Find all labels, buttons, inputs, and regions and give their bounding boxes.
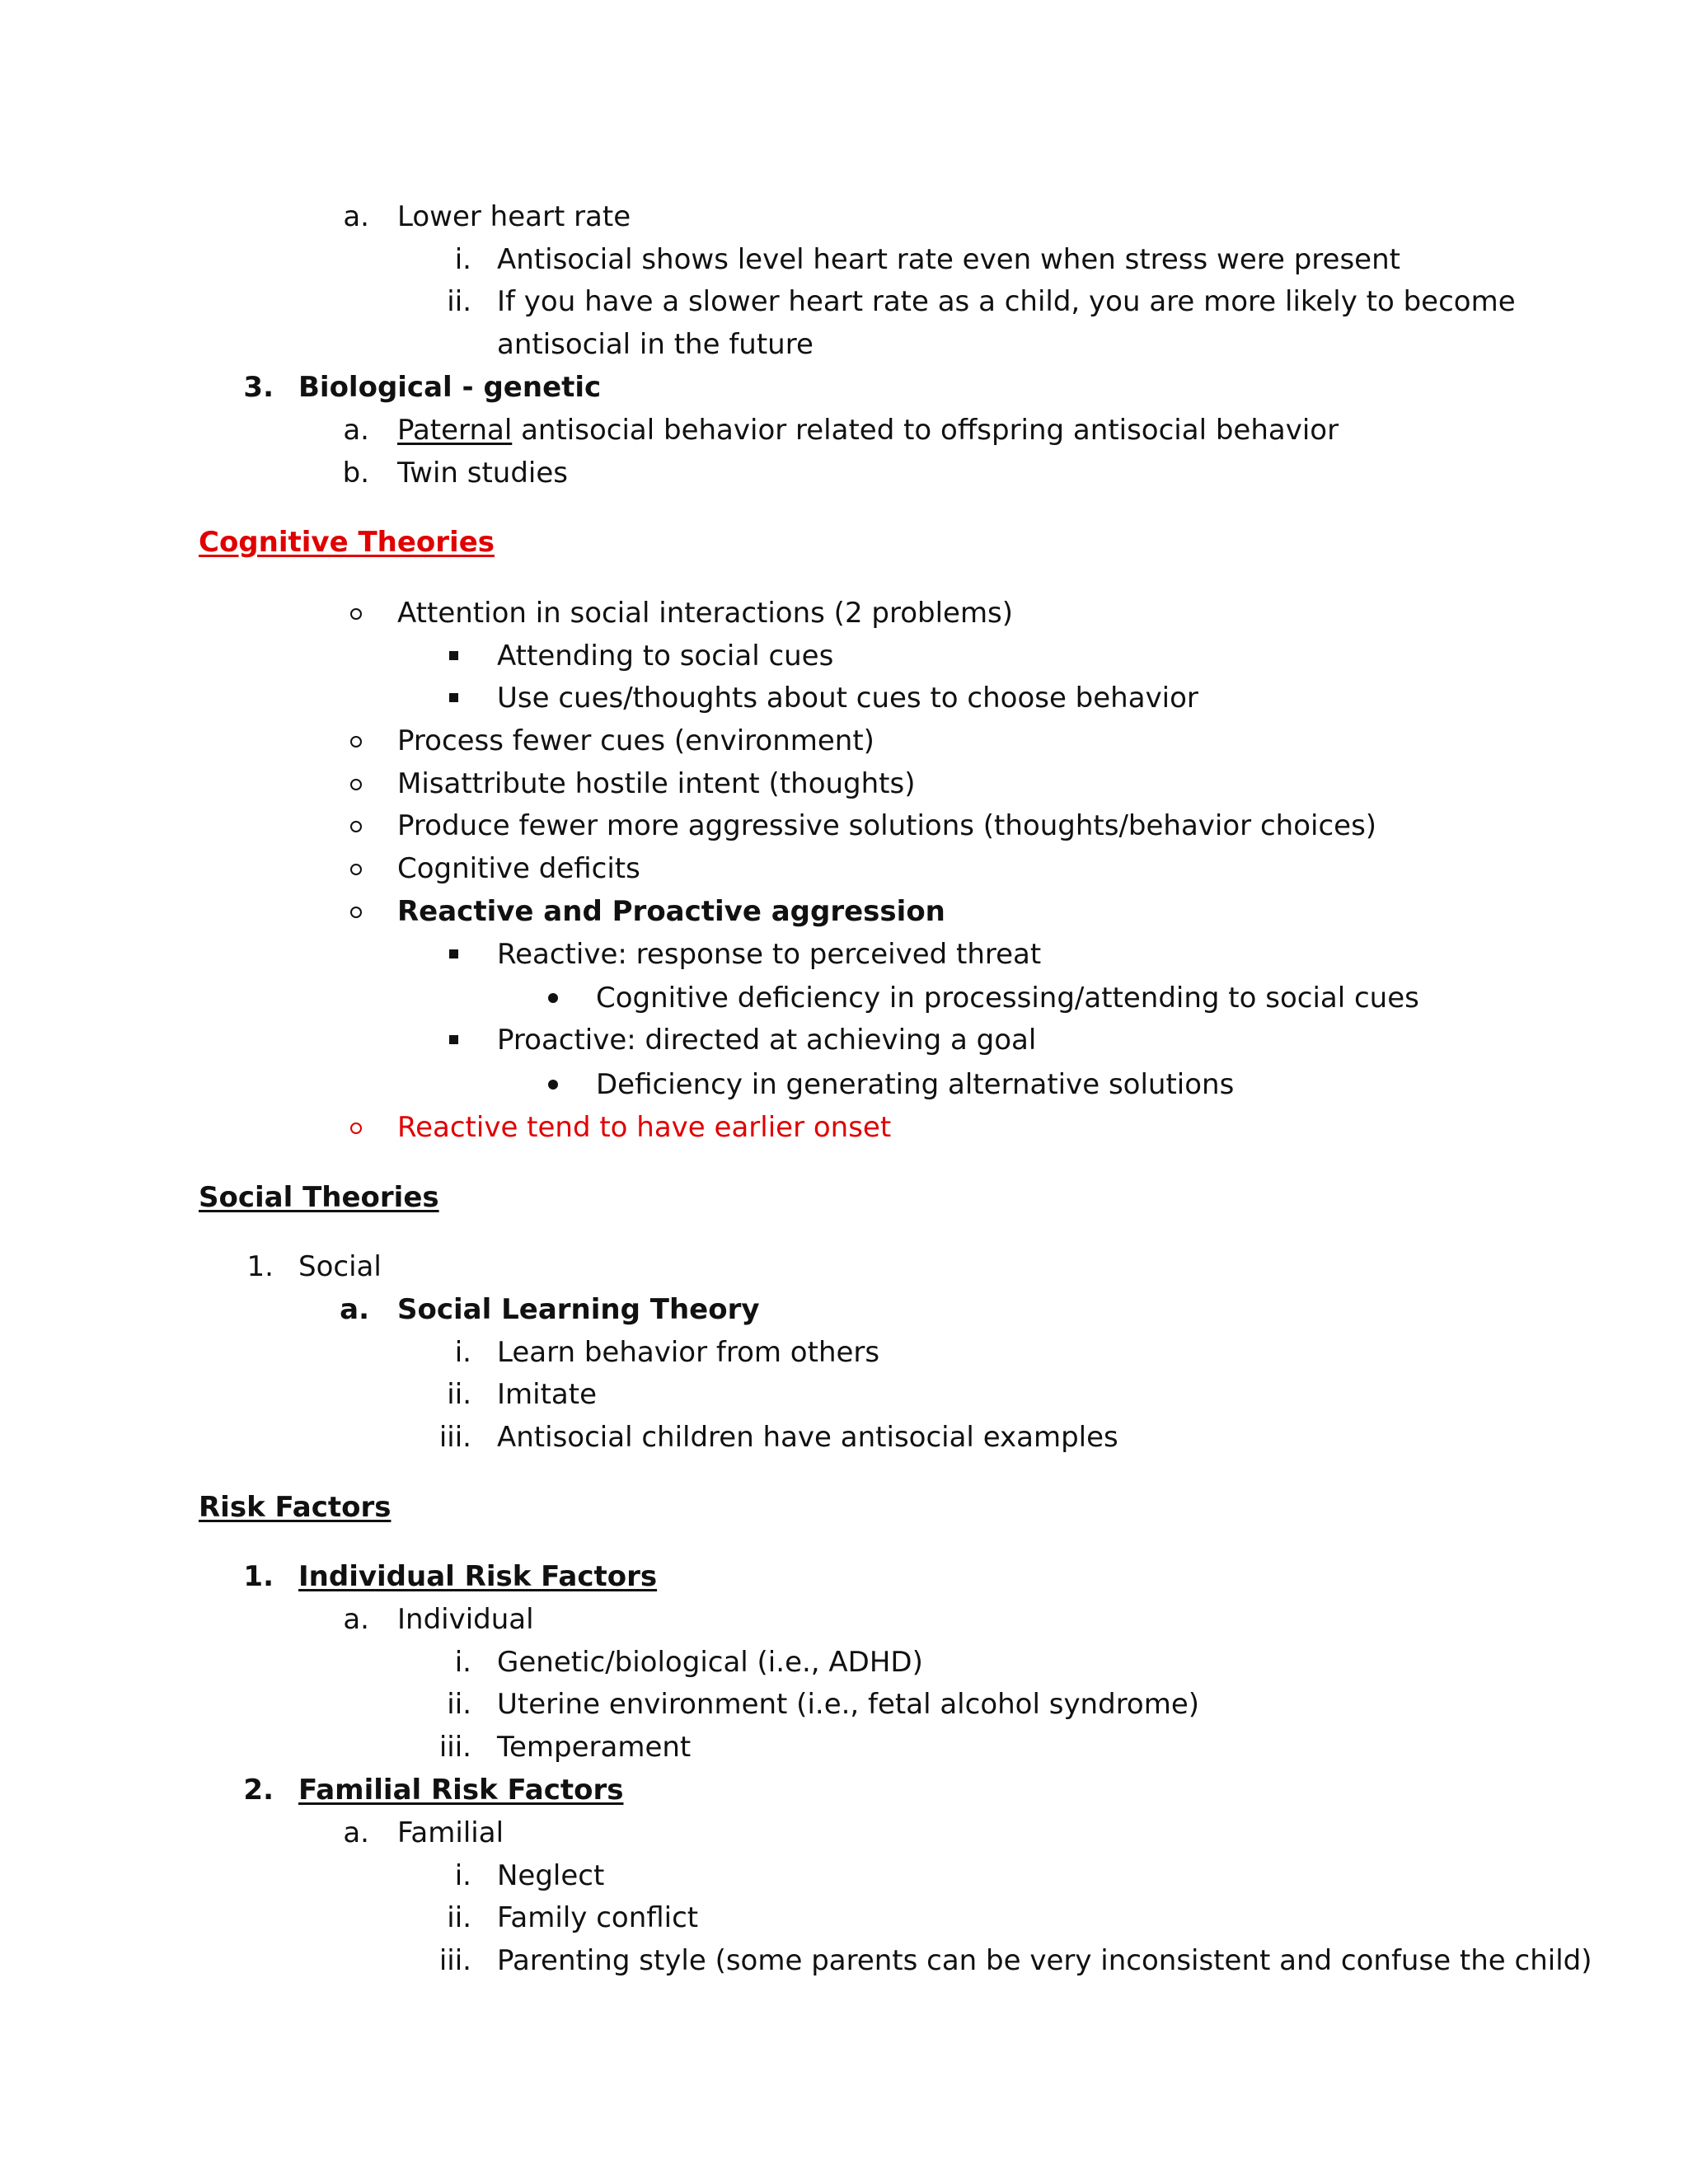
underlined-word: Paternal — [397, 414, 513, 447]
list-item: Deficiency in generating alternative solutions — [596, 1068, 1235, 1101]
list-item: Cognitive deficiency in processing/attending to social cues — [596, 982, 1419, 1015]
list-item: Produce fewer more aggressive solutions (thoughts/behavior choices) — [397, 809, 1377, 842]
list-item: Use cues/thoughts about cues to choose behavior — [497, 682, 1198, 715]
circle-bullet-icon — [350, 864, 362, 875]
list-item: Neglect — [497, 1859, 605, 1892]
list-marker: iii. — [438, 1421, 471, 1454]
subsection-title: Individual Risk Factors — [298, 1560, 658, 1593]
section-title: Biological - genetic — [298, 371, 602, 404]
list-item: Uterine environment (i.e., fetal alcohol syndrome) — [497, 1688, 1200, 1721]
list-item — [397, 414, 1339, 447]
list-item: Familial — [397, 1816, 504, 1849]
dot-bullet-icon — [548, 1080, 558, 1090]
section-heading: Risk Factors — [199, 1491, 392, 1524]
square-bullet-icon — [449, 651, 458, 660]
list-item: Reactive: response to perceived threat — [497, 938, 1042, 971]
list-marker: 1. — [246, 1250, 274, 1283]
list-item-text: antisocial behavior related to offspring antisocial behavior — [512, 414, 1339, 447]
circle-bullet-icon — [350, 736, 362, 748]
list-marker: b. — [342, 457, 369, 490]
list-marker: ii. — [447, 285, 471, 318]
circle-bullet-icon — [350, 1122, 362, 1134]
list-item: Antisocial shows level heart rate even when stress were present — [497, 243, 1400, 276]
list-item: If you have a slower heart rate as a child, you are more likely to become — [497, 285, 1516, 318]
list-item: Parenting style (some parents can be very inconsistent and confuse the child) — [497, 1944, 1592, 1977]
list-item: Individual — [397, 1603, 534, 1636]
list-item: Proactive: directed at achieving a goal — [497, 1024, 1037, 1057]
list-item: Reactive tend to have earlier onset — [397, 1111, 892, 1144]
list-item: Attending to social cues — [497, 640, 834, 673]
circle-bullet-icon — [350, 821, 362, 832]
square-bullet-icon — [449, 693, 458, 702]
list-item: Twin studies — [397, 457, 569, 490]
list-item: Genetic/biological (i.e., ADHD) — [497, 1646, 923, 1679]
list-item: Misattribute hostile intent (thoughts) — [397, 767, 916, 800]
list-marker: a. — [343, 1603, 369, 1636]
list-item: Cognitive deficits — [397, 852, 640, 885]
list-item: Imitate — [497, 1378, 598, 1411]
list-marker: ii. — [447, 1901, 471, 1934]
section-heading: Cognitive Theories — [199, 526, 495, 559]
list-item: Antisocial children have antisocial examples — [497, 1421, 1118, 1454]
dot-bullet-icon — [548, 993, 558, 1003]
list-item: Process fewer cues (environment) — [397, 724, 874, 757]
list-marker: a. — [343, 1816, 369, 1849]
list-marker: 1. — [243, 1560, 274, 1593]
square-bullet-icon — [449, 1035, 458, 1044]
list-marker: a. — [340, 1293, 369, 1326]
list-marker: ii. — [447, 1378, 471, 1411]
list-item: Learn behavior from others — [497, 1336, 880, 1369]
list-marker: i. — [454, 243, 471, 276]
list-item: Attention in social interactions (2 problems) — [397, 597, 1014, 630]
list-item: Temperament — [497, 1731, 692, 1764]
list-item: Social Learning Theory — [397, 1293, 760, 1326]
list-marker: i. — [454, 1646, 471, 1679]
list-marker: 2. — [243, 1774, 274, 1807]
circle-bullet-icon — [350, 779, 362, 790]
list-item-continuation: antisocial in the future — [497, 328, 814, 361]
list-marker: ii. — [447, 1688, 471, 1721]
section-heading: Social Theories — [199, 1181, 439, 1214]
list-marker: i. — [454, 1336, 471, 1369]
list-marker: a. — [343, 200, 369, 233]
list-item: Social — [298, 1250, 382, 1283]
circle-bullet-icon — [350, 608, 362, 620]
square-bullet-icon — [449, 949, 458, 958]
circle-bullet-icon — [350, 907, 362, 918]
list-item: Lower heart rate — [397, 200, 631, 233]
list-marker: a. — [343, 414, 369, 447]
list-item: Reactive and Proactive aggression — [397, 895, 945, 928]
list-item: Family conflict — [497, 1901, 699, 1934]
list-marker: 3. — [243, 371, 274, 404]
subsection-title: Familial Risk Factors — [298, 1774, 624, 1807]
list-marker: i. — [454, 1859, 471, 1892]
list-marker: iii. — [438, 1731, 471, 1764]
list-marker: iii. — [438, 1944, 471, 1977]
